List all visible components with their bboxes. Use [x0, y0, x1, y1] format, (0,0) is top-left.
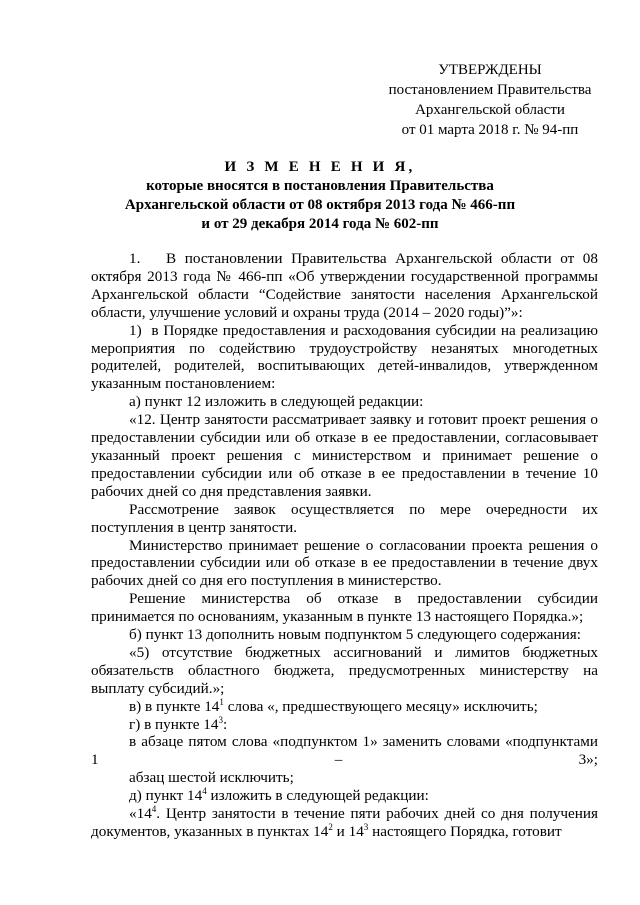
superscript: 1	[219, 696, 224, 707]
title-line: которые вносятся в постановления Правительства	[146, 178, 494, 194]
paragraph	[91, 716, 598, 734]
approval-line: Архангельской области	[415, 102, 565, 118]
document-body	[91, 250, 598, 841]
approval-line: постановлением Правительства	[388, 82, 592, 98]
paragraph: абзац шестой исключить;	[129, 769, 294, 787]
superscript: 4	[151, 804, 157, 815]
text-run: «14	[129, 805, 152, 823]
text-run: д) пункт 14	[129, 787, 203, 805]
title-heading: И З М Е Н Е Н И Я,	[224, 159, 416, 175]
text-run: . Центр занятости в течение пяти рабочих дней со дня получения документов, указанных в пунктах 14	[91, 805, 598, 840]
paragraph: «12. Центр занятости рассматривает заявку и готовит проект решения о предоставлении субсидии или об отказе в ее предоставлении, согласовывает указанный проект решения с министерством и принимает решение о предоставлении субсидии или об отказе в ее предоставлении в течение 10 рабочих дней со дня представления заявки.	[91, 411, 598, 500]
title-line: и от 29 декабря 2014 года № 602-пп	[201, 216, 439, 232]
paragraph: 1. В постановлении Правительства Архангельской области от 08 октября 2013 года № 466-пп «Об утверждении государственной программы Архангельской области “Содействие занятости населения Архангельской области, улучшение условий и охраны труда (2014 – 2020 годы)”»:	[91, 250, 598, 321]
text-run: изложить в следующей редакции:	[206, 787, 429, 805]
superscript: 3	[363, 822, 369, 832]
text-run: г) в пункте 14	[129, 715, 219, 733]
document-title	[90, 158, 550, 234]
approval-date: от 01 марта 2018 г. № 94-пп	[401, 122, 579, 138]
superscript: 4	[202, 786, 207, 797]
text-run: слова «, предшествующего месяцу» исключить;	[223, 697, 538, 715]
text-run: и 14	[332, 823, 364, 840]
paragraph: Рассмотрение заявок осуществляется по мере очередности их поступления в центр занятости.	[91, 500, 598, 536]
paragraph: 1) в Порядке предоставления и расходования субсидии на реализацию мероприятия по содействию трудоустройству незанятых многодетных родителей, родителей, воспитывающих детей-инвалидов, утвержденном указанным постановлением:	[91, 321, 598, 393]
paragraph: Министерство принимает решение о согласовании проекта решения о предоставлении субсидии или об отказе в ее предоставлении в течение двух рабочих дней со дня его поступления в министерство.	[91, 536, 598, 590]
superscript: 2	[328, 822, 333, 832]
paragraph: Решение министерства об отказе в предоставлении субсидии принимается по основаниям, указанным в пункте 13 настоящего Порядка.»;	[91, 590, 598, 626]
text-run: в) в пункте 14	[129, 697, 220, 715]
superscript: 3	[218, 714, 223, 725]
paragraph: «5) отсутствие бюджетных ассигнований и лимитов бюджетных обязательств областного бюджета, предусмотренных министерству на выплату субсидий.»;	[91, 643, 598, 697]
paragraph	[91, 787, 598, 805]
paragraph	[91, 805, 598, 841]
paragraph: в абзаце пятом слова «подпунктом 1» заменить словами «подпунктами 1 – 3»;	[91, 733, 598, 769]
approval-stamp	[380, 60, 600, 140]
approval-heading: УТВЕРЖДЕНЫ	[438, 62, 542, 78]
paragraph: б) пункт 13 дополнить новым подпунктом 5 следующего содержания:	[129, 626, 582, 644]
paragraph: а) пункт 12 изложить в следующей редакции:	[129, 393, 424, 411]
paragraph	[91, 698, 598, 716]
text-run: настоящего Порядка, готовит	[368, 823, 562, 840]
text-run: :	[222, 715, 228, 733]
title-line: Архангельской области от 08 октября 2013 года № 466-пп	[124, 197, 516, 213]
